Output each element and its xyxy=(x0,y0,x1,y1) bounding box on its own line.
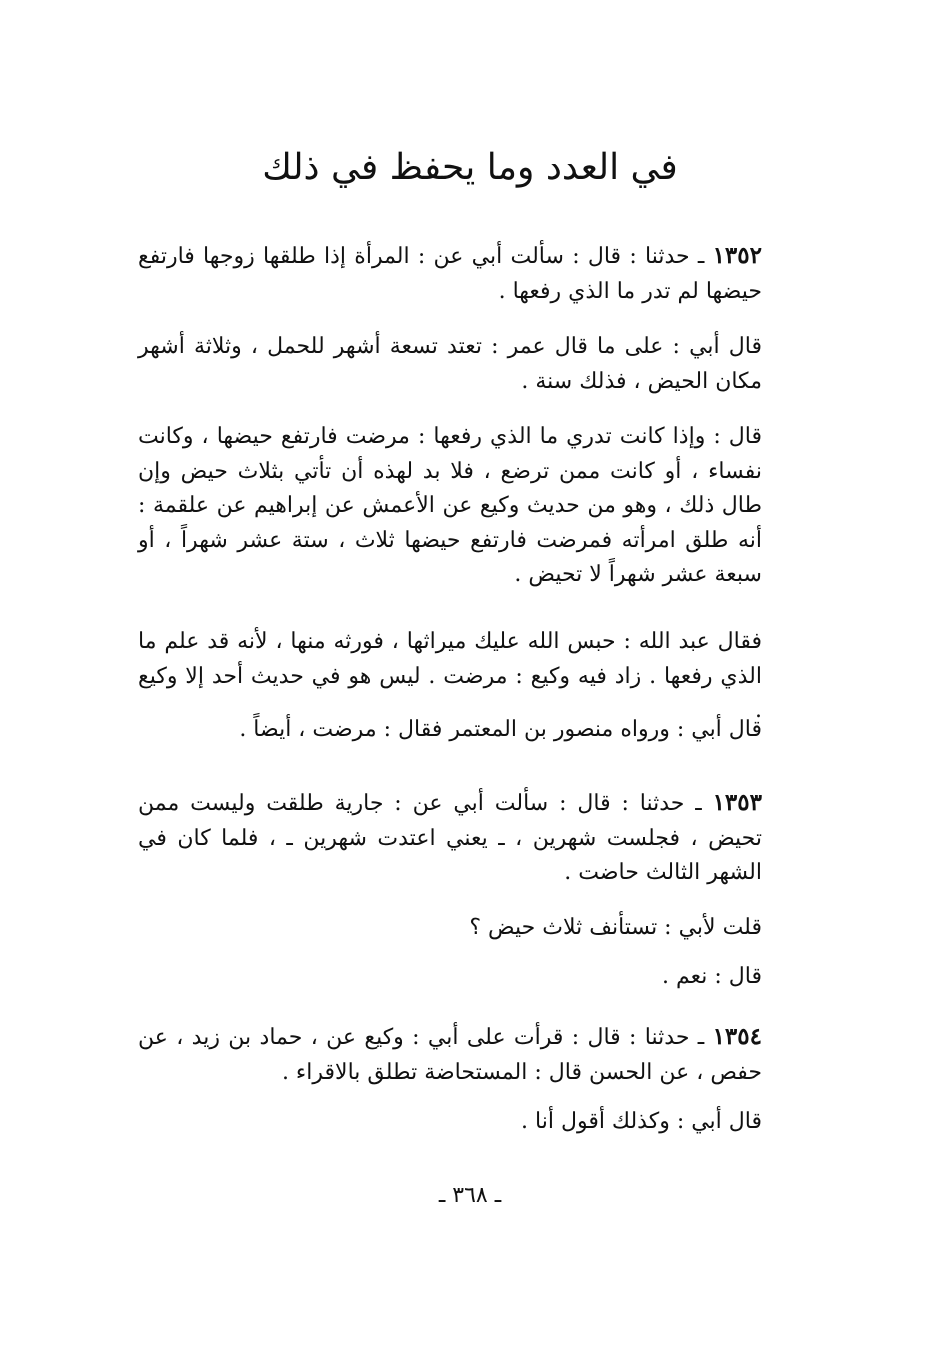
paragraph: قال : نعم . xyxy=(662,964,762,989)
paragraph: قال أبي : على ما قال عمر : تعتد تسعة أشهر للحمل ، وثلاثة أشهر مكان الحيض ، فذلك سنة . xyxy=(138,334,762,394)
hadith-text: ـ حدثنا : قال : قرأت على أبي : وكيع عن ، حماد بن زيد ، عن حفص ، عن الحسن قال : المستحاضة تطلق بالاقراء . xyxy=(138,1025,762,1085)
hadith-text: ـ حدثنا : قال : سألت أبي عن : جارية طلقت وليست ممن تحيض ، فجلست شهرين ، ـ يعني اعتدت شهرين ـ ، فلما كان في الشهر الثالث حاضت . xyxy=(138,791,762,885)
hadith-1352 xyxy=(138,239,808,309)
paragraph: قال أبي : وكذلك أقول أنا . xyxy=(521,1109,762,1134)
page-number: ـ ٣٦٨ ـ xyxy=(438,1183,502,1208)
hadith-number: ١٣٥٣ xyxy=(712,789,762,816)
paragraph: قال : وإذا كانت تدري ما الذي رفعها : مرضت فارتفع حيضها ، وكانت نفساء ، أو كانت ممن ترضع ، فلا بد لهذه أن تأتي بثلاث حيض وإن طال ذلك ، وهو من حديث وكيع عن الأعمش عن إبراهيم عن علقمة : أنه طلق امرأته فمرضت فارتفع حيضها ثلاث ، ستة عشر شهراً ، أو سبعة عشر شهراً لا تحيض . xyxy=(138,424,762,587)
paragraph: قال أبي : ورواه منصور بن المعتمر فقال : مرضت ، أيضاً . xyxy=(239,717,762,742)
hadith-number: ١٣٥٤ xyxy=(712,1023,762,1050)
paragraph: فقال عبد الله : حبس الله عليك ميراثها ، فورثه منها ، لأنه قد علم ما الذي رفعها . زاد فيه وكيع : مرضت . ليس هو في حديث أحد إلا وكيع . xyxy=(138,629,762,723)
hadith-1354 xyxy=(138,1020,808,1090)
hadith-text: ـ حدثنا : قال : سألت أبي عن : المرأة إذا طلقها زوجها فارتفع حيضها لم تدر ما الذي رفعها . xyxy=(138,244,762,304)
hadith-1353 xyxy=(138,786,808,891)
hadith-number: ١٣٥٢ xyxy=(712,242,762,269)
paragraph: قلت لأبي : تستأنف ثلاث حيض ؟ xyxy=(469,915,762,940)
chapter-title: في العدد وما يحفظ في ذلك xyxy=(262,147,678,188)
